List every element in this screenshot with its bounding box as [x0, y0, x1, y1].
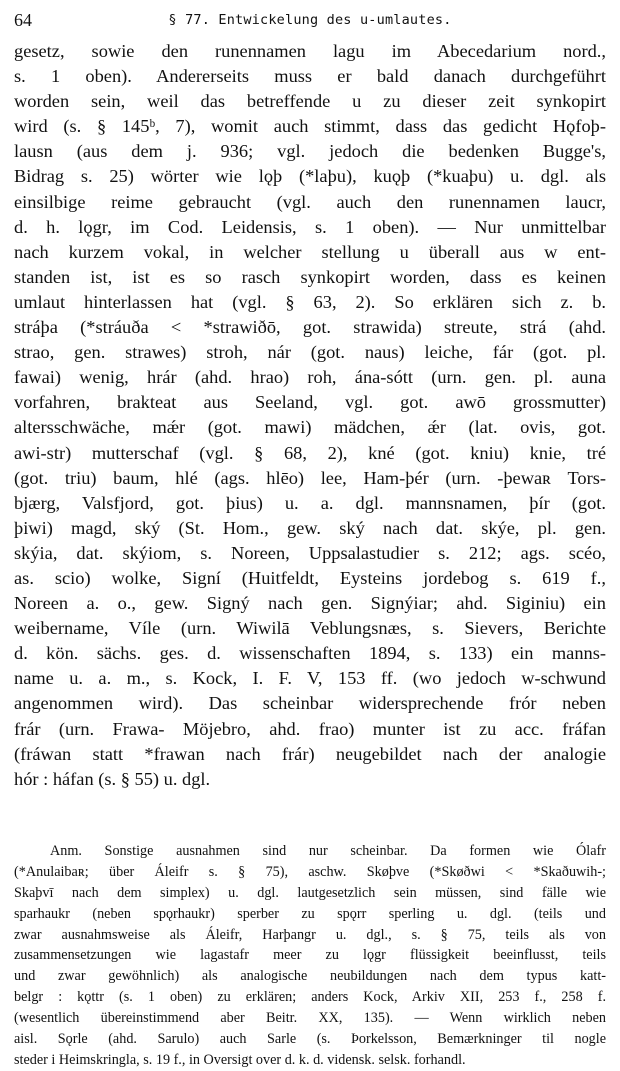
text-line: Bidrag s. 25) wörter wie lǫþ (*laþu), kuǫþ (*kuaþu) u. dgl. als [14, 166, 606, 187]
text-line: (fráwan statt *frawan nach frár) neugebildet nach der analogie [14, 743, 606, 764]
text-line: bjærg, Valsfjord, got. þius) u. a. dgl. mannsnamen, þír (got. [14, 492, 606, 513]
text-line: einsilbige reime gebraucht (vgl. auch den runennamen laucr, [14, 191, 606, 212]
running-title: § 77. Entwickelung des u-umlautes. [168, 12, 452, 28]
note-line: (*Anulaibaʀ; über Áleifr s. § 75), aschw. Skøþve (*Skøðwi < *Skaðuwih-; [14, 863, 606, 880]
text-line: s. 1 oben). Andererseits muss er bald danach durchgeführt [14, 66, 606, 87]
text-line: strao, gen. strawes) stroh, nár (got. naus) leiche, fár (got. pl. [14, 342, 606, 363]
note-line: Anm. Sonstige ausnahmen sind nur scheinbar. Da formen wie Ólafr [50, 843, 606, 859]
note-line: zwar ausnahmsweise als Áleifr, Harþangr u. dgl., s. § 75, teils als von [14, 926, 606, 943]
text-line: hór : háfan (s. § 55) u. dgl. [14, 768, 211, 789]
note-line: (wesentlich übereinstimmend aber Beitr. XX, 135). — Wenn wirklich neben [14, 1010, 606, 1027]
text-line: as. scio) wolke, Signí (Huitfeldt, Eysteins jordebog s. 619 f., [14, 567, 606, 588]
text-line: wird (s. § 145ᵇ, 7), womit auch stimmt, dass das gedicht Hǫfoþ- [14, 116, 606, 137]
text-line: frár (urn. Frawa- Möjebro, ahd. frao) munter ist zu acc. fráfan [14, 718, 606, 739]
note-line: Skaþvī nach dem simplex) u. dgl. lautgesetzlich sein müssen, sind fälle wie [14, 884, 606, 901]
note-line: und zwar gewöhnlich) als analogische neubildungen nach dem typus katt- [14, 968, 606, 985]
text-line: stráþa (*stráuða < *strawiðō, got. strawida) streute, strá (ahd. [14, 317, 606, 338]
text-line: gesetz, sowie den runennamen lagu im Abecedarium nord., [14, 41, 606, 61]
note-line: steder i Heimskringla, s. 19 f., in Oversigt over d. k. d. vidensk. selsk. forhandl. [14, 1051, 466, 1068]
text-line: Noreen a. o., gew. Signý nach gen. Signýiar; ahd. Siginiu) ein [14, 593, 606, 614]
text-line: þiwi) magd, ský (St. Hom., gew. ský nach dat. skýe, pl. gen. [14, 517, 606, 538]
text-line: lausn (aus dem j. 936; vgl. jedoch die bedenken Bugge's, [14, 141, 606, 162]
note-paragraph [14, 841, 606, 1071]
text-line: weibername, Víle (urn. Wiwilā Veblungsnæs, s. Sievers, Berichte [14, 618, 606, 639]
text-line: umlaut hinterlassen hat (vgl. § 63, 2). So erklären sich z. b. [14, 291, 606, 312]
text-line: vorfahren, brakteat aus Seeland, vgl. got. awō grossmutter) [14, 392, 606, 413]
text-line: d. h. lǫgr, im Cod. Leidensis, s. 1 oben). — Nur unmittelbar [14, 216, 606, 237]
text-line: altersschwäche, mǽr (got. mawi) mädchen, ǽr (lat. ovis, got. [14, 417, 606, 438]
text-line: nach kurzem vokal, in welcher stellung u überall aus w ent- [14, 241, 606, 262]
note-line: sparhaukr (neben spǫrhaukr) sperber zu spǫrr sperling u. dgl. (teils und [14, 905, 606, 922]
text-line: worden sein, weil das betreffende u zu dieser zeit synkopirt [14, 91, 606, 112]
text-line: awi-str) mutterschaf (vgl. § 68, 2), kné (got. kniu) knie, tré [14, 442, 606, 463]
note-line: aisl. Sǫrle (ahd. Sarulo) auch Sarle (s. Þorkelsson, Bemærkninger til nogle [14, 1031, 606, 1048]
text-line: name u. a. m., s. Kock, I. F. V, 153 ff. (wo jedoch w-schwund [14, 668, 606, 689]
page-number: 64 [14, 10, 32, 30]
text-line: angenommen wird). Das scheinbar widersprechende frór neben [14, 693, 606, 714]
running-header [14, 10, 606, 32]
text-line: fawai) wenig, hrár (ahd. hrao) roh, ána-sótt (urn. gen. pl. auna [14, 367, 606, 388]
text-line: d. kön. sächs. ges. d. wissenschaften 1894, s. 133) ein manns- [14, 643, 606, 664]
text-line: standen ist, ist es so rasch synkopirt worden, dass es keinen [14, 266, 606, 287]
text-line: (got. triu) baum, hlé (ags. hlēo) lee, Ham-þér (urn. -þewaʀ Tors- [14, 467, 606, 488]
note-line: belgr : kǫttr (s. 1 oben) zu erklären; anders Kock, Arkiv XII, 253 f., 258 f. [14, 989, 606, 1006]
text-line: skýia, dat. skýiom, s. Noreen, Uppsalastudier s. 212; ags. scéo, [14, 542, 606, 563]
note-line: zusammensetzungen wie lagastafr meer zu lǫgr flüssigkeit beeinflusst, teils [14, 947, 606, 964]
main-paragraph [14, 39, 606, 792]
